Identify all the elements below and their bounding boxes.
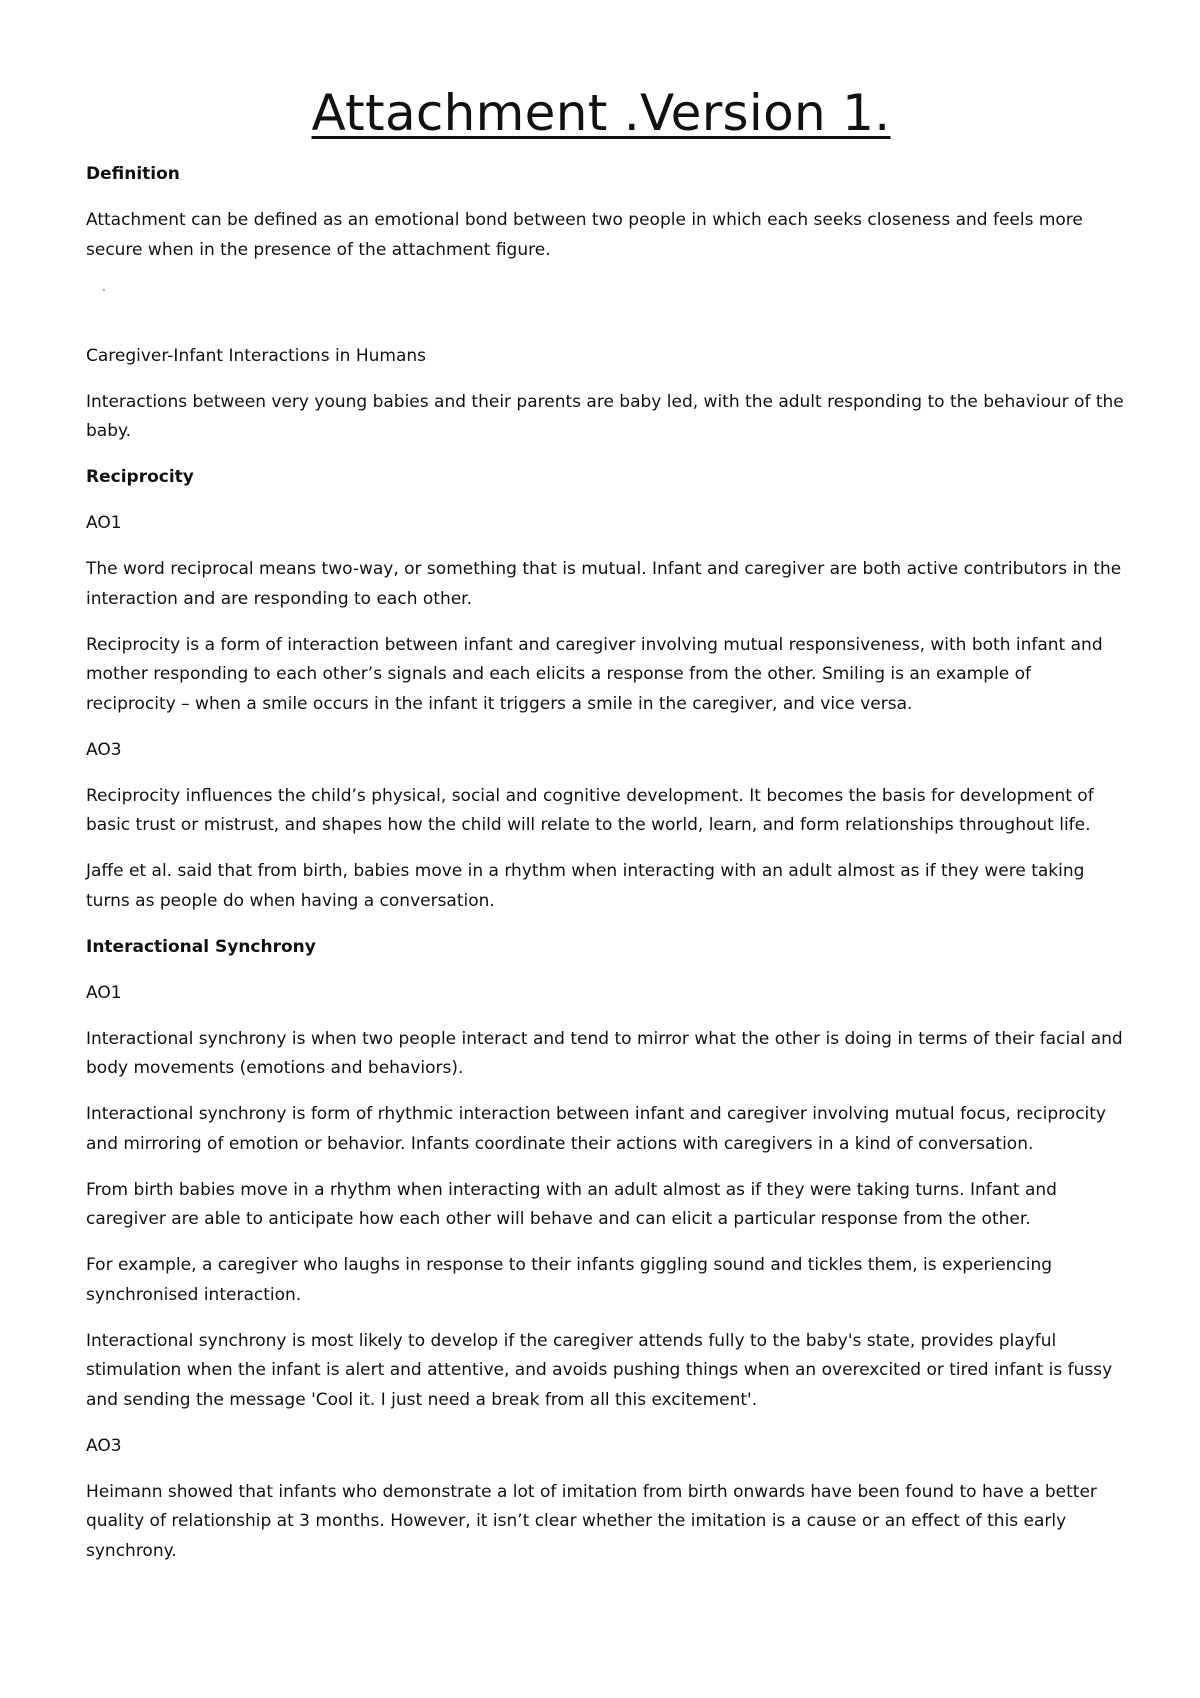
document-page [86, 0, 1126, 1583]
reciprocity-ao1-label: AO1 [86, 513, 122, 533]
synchrony-ao3-label: AO3 [86, 1435, 122, 1456]
reciprocity-ao3-label: AO3 [86, 739, 122, 760]
section-title: Caregiver-Infant Interactions in Humans [86, 345, 427, 366]
stray-mark: · [102, 282, 106, 297]
definition-heading: Definition [86, 164, 180, 184]
synchrony-ao1-paragraph: For example, a caregiver who laughs in response to their infants giggling sound and tickles them, is experiencing synchronised interaction. [86, 1255, 1053, 1305]
reciprocity-ao3-paragraph: Jaffe et al. said that from birth, babies move in a rhythm when interacting with an adult almost as if they were taking turns as people do when having a conversation. [86, 861, 1085, 911]
reciprocity-ao3-paragraph: Reciprocity influences the child’s physical, social and cognitive development. It becomes the basis for development of basic trust or mistrust, and shapes how the child will relate to the world, learn, and form relationships throughout life. [86, 785, 1094, 835]
page-title: Attachment .Version 1. [311, 84, 891, 142]
stray-mark-line [86, 282, 1126, 342]
synchrony-ao1-paragraph: Interactional synchrony is form of rhythmic interaction between infant and caregiver involving mutual focus, reciprocity and mirroring of emotion or behavior. Infants coordinate their actions with caregivers in a kind of conversation. [86, 1104, 1106, 1154]
synchrony-ao3-paragraph: Heimann showed that infants who demonstrate a lot of imitation from birth onwards have been found to have a better quality of relationship at 3 months. However, it isn’t clear whether the imitation is a cause or an effect of this early synchrony. [86, 1481, 1097, 1561]
section-intro-paragraph: Interactions between very young babies and their parents are baby led, with the adult responding to the behaviour of the baby. [86, 391, 1124, 441]
definition-paragraph: Attachment can be defined as an emotional bond between two people in which each seeks closeness and feels more secure when in the presence of the attachment figure. [86, 210, 1083, 260]
synchrony-ao1-label: AO1 [86, 982, 122, 1003]
document-body [86, 160, 1126, 1566]
reciprocity-ao1-paragraph: Reciprocity is a form of interaction between infant and caregiver involving mutual responsiveness, with both infant and mother responding to each other’s signals and each elicits a response from the other. Smiling is an example of reciprocity – when a smile occurs in the infant it triggers a smile in the caregiver, and vice versa. [86, 634, 1103, 714]
synchrony-ao1-paragraph: Interactional synchrony is most likely to develop if the caregiver attends fully to the baby's state, provides playful stimulation when the infant is alert and attentive, and avoids pushing things when an overexcited or tired infant is fussy and sending the message 'Cool it. I just need a break from all this excitement'. [86, 1330, 1113, 1410]
synchrony-ao1-paragraph: Interactional synchrony is when two people interact and tend to mirror what the other is doing in terms of their facial and body movements (emotions and behaviors). [86, 1028, 1123, 1078]
reciprocity-heading: Reciprocity [86, 467, 194, 487]
synchrony-ao1-paragraph: From birth babies move in a rhythm when interacting with an adult almost as if they were taking turns. Infant and caregiver are able to anticipate how each other will behave and can elicit a particular response from the other. [86, 1179, 1057, 1229]
reciprocity-ao1-paragraph: The word reciprocal means two-way, or something that is mutual. Infant and caregiver are both active contributors in the interaction and are responding to each other. [86, 559, 1122, 609]
synchrony-heading: Interactional Synchrony [86, 936, 316, 957]
